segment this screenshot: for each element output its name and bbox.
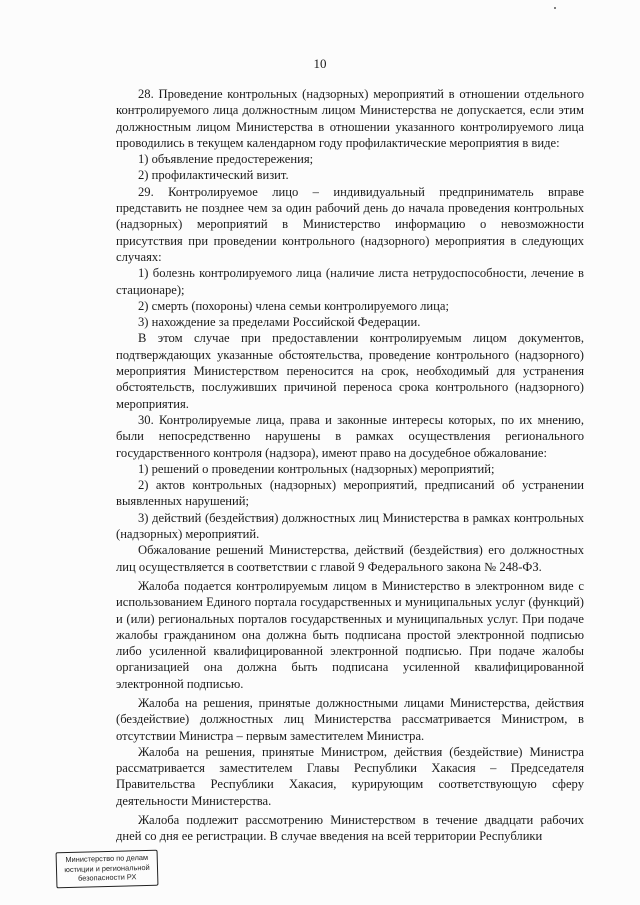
list-item: 1) решений о проведении контрольных (надзорных) мероприятий; (138, 461, 495, 476)
paragraph: Жалоба на решения, принятые должностными лицами Министерства, действия (бездействие) должностных лиц Министерства рассматривается Министром, в отсутствии Министра – первым заместителем Министра. (116, 695, 584, 743)
paragraph: Обжалование решений Министерства, действий (бездействия) его должностных лиц осуществляется в соответствии с главой 9 Федерального закона № 248-ФЗ. (116, 543, 584, 574)
paragraph-30: 30. Контролируемые лица, права и законные интересы которых, по их мнению, были непосредственно нарушены в рамках осуществления регионального государственного контроля (надзора), имеют право на досудебное обжалование: (116, 412, 584, 460)
paragraph: Жалоба подается контролируемым лицом в Министерство в электронном виде с использованием Единого портала государственных и муниципальных услуг (функций) и (или) региональных порталов государственных и муниципальных услуг. При подаче жалобы гражданином она должна быть подписана простой электронной подписью либо усиленной квалифицированной электронной подписью. При подаче жалобы организацией она должна быть подписана усиленной квалифицированной электронной подписью. (116, 578, 584, 691)
stamp-line: безопасности РХ (77, 872, 137, 883)
paragraph: Жалоба подлежит рассмотрению Министерством в течение двадцати рабочих дней со дня ее регистрации. В случае введения на всей территории Республики (116, 813, 584, 844)
list-item: 3) действий (бездействия) должностных лиц Министерства в рамках контрольных (надзорных) мероприятий. (116, 510, 584, 542)
paragraph: В этом случае при предоставлении контролируемым лицом документов, подтверждающих указанные обстоятельства, проведение контрольного (надзорного) мероприятия Министерством переносится на срок, необходимый для устранения обстоятельств, послуживших причиной переноса срока контрольного (надзорного) мероприятия. (116, 331, 584, 411)
scan-speck (554, 7, 556, 9)
document-body (116, 86, 584, 845)
list-item: 2) смерть (похороны) члена семьи контролируемого лица; (138, 298, 449, 313)
list-item: 2) профилактический визит. (138, 168, 289, 183)
paragraph-28: 28. Проведение контрольных (надзорных) мероприятий в отношении отдельного контролируемого лица должностным лицом Министерства не допускается, если этим должностным лицом Министерства в отношении указанного контролируемого лица проводились в текущем календарном году профилактические мероприятия в виде: (116, 87, 584, 150)
stamp-line: Министерство по делам (65, 852, 149, 865)
paragraph-29: 29. Контролируемое лицо – индивидуальный предприниматель вправе представить не позднее чем за один рабочий день до начала проведения контрольных (надзорных) мероприятий в Министерство информацию о невозможности присутствия при проведении контрольного (надзорного) мероприятия в следующих случаях: (116, 184, 584, 264)
list-item: 1) болезнь контролируемого лица (наличие листа нетрудоспособности, лечение в стационаре); (116, 266, 584, 297)
page-number: 10 (313, 56, 327, 71)
list-item: 1) объявление предостережения; (138, 152, 314, 167)
registration-stamp (56, 850, 159, 888)
list-item: 3) нахождение за пределами Российской Федерации. (138, 315, 421, 330)
paragraph: Жалоба на решения, принятые Министром, действия (бездействие) Министра рассматривается заместителем Главы Республики Хакасия – Председателя Правительства Республики Хакасия, курирующим соответствующую сферу деятельности Министерства. (116, 744, 584, 808)
list-item: 2) актов контрольных (надзорных) мероприятий, предписаний об устранении выявленных нарушений; (116, 478, 584, 509)
stamp-line: юстиции и региональной (64, 862, 150, 874)
